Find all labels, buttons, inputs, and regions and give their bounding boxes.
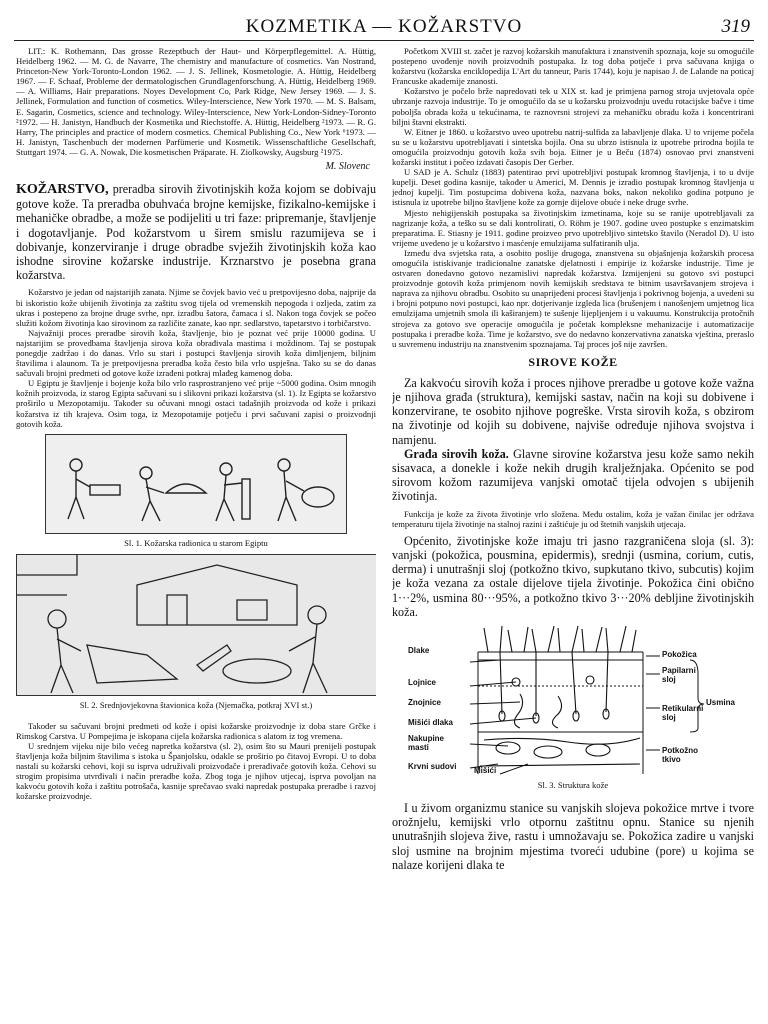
entry-headword: KOŽARSTVO, [16, 182, 109, 198]
label-lojnice: Lojnice [408, 678, 437, 688]
history-paragraph-11: Između dva svjetska rata, a osobito poslije drugoga, znanstvena su objašnjenja kožarskih procesa omogućila istiskivanje tradicionalne zanatske djelatnosti i empirije iz kožarske industrije. Time je ostvaren donedavno gotovo nezamislivi napredak kožarstva. Izmijenjeni su gotovo svi postupci proizvodnje gotovih koža primjenom novih kemijskih sredstava te bitnim usavršavanjem strojeva i naprava za njihovu obradbu. Osobito su unaprijeđeni procesi štavljenja i pokrivnog bojenja, a uvedeni su i brojni potpuno novi postupci, kao npr. dotjerivanje izgleda lica (brušenjem i nanošenjem umjetnog lica emulzijama umjetnih smola ili kaširanjem) te sušenje lijepljenjem i u vakuumu. Konstrukcija protočnih strojeva za gotovo sve operacije omogućila je početak kompleksne mehanizacije i automatizacije postupaka i preradbe koža. Time je kožarstvo, sve do nedavno konzervativna zanatska vještina, preraslo u suvremenu industriju na znanstvenim spoznajama. Taj proces još nije završen. [392, 247, 754, 349]
history-paragraph-4: Također su sačuvani brojni predmeti od kože i opisi kožarske proizvodnje iz doba stare Grčke i Rimskog Carstva. U Pompejima je iskopana cijela kožarska radionica s alatom iz tog vremena. [16, 720, 376, 741]
page-header [14, 14, 754, 41]
history-paragraph-6: Početkom XVIII st. začet je razvoj kožarskih manufaktura i znanstvenih spoznaja, koje su omogućile postepeno uvođenje novih proizvodnih postupaka. Iz tog doba potječe i prva sačuvana knjiga o kožarstvu (kožarska enciklopedija L'Art du tanneur, Paris 1744), koju je napisao J. de Lalande na poticaj Francuske akademije znanosti. [392, 46, 754, 87]
label-retikularni-sloj: Retikularni sloj [662, 704, 704, 723]
figure-1-caption: Sl. 1. Kožarska radionica u starom Egiptu [124, 537, 268, 548]
page-number: 319 [721, 16, 750, 37]
label-papilarni-sloj: Papilarni sloj [662, 666, 696, 685]
raw-hides-paragraph-4: I u živom organizmu stanice su vanjskih slojeva pokožice mrtve i tvore orožnjelu, kemijski vrlo otpornu zaštitnu opnu. Stanice su njenih unutrašnjih slojeva žive, rastu i umnožavaju se. Pokožica zadire u vanjski sloj usmine na brojnim mjestima tvoreći udubine (pore) u kojima se nalaze korijeni dlaka te [392, 801, 754, 872]
label-dlake: Dlake [408, 646, 430, 656]
right-column [392, 46, 754, 1018]
literature-list: LIT.: K. Rothemann, Das grosse Rezeptbuch der Haut- und Körperpflegemittel. A. Hüttig, Heidelberg 1962. — M. G. de Navarre, The chemistry and manufacture of cosmetics. Van Nostrand, Princeton-New York-Toronto-London 1962. — J. S. Jellinek, Kosmetologie. A. Hüttig, Heidelberg 1967. — F. Schaaf, Probleme der dermatologischen Grundlagenforschung. A. Hüttig, Heidelberg 1969. — A. Williams, Hair preparations. Noyes Development Co, Park Ridge, New Jersey 1969. — J. S. Jellinek, Formulation and function of cosmetics. Wiley-Interscience, New York 1970. — M. S. Balsam, E. Sagarin, Cosmetics, science and technology. Wiley-Interscience, New York-London-Sidney-Toronto ²1972. — H. Janistyn, Handbuch der Kosmetika und Riechstoffe. A. Hüttig, Heidelberg ²1973. — R. G. Harry, The principles and practice of modern cosmetics. Chemical Publishing Co., New York ⁶1973. — H. Janistyn, Taschenbuch der modernen Parfümerie und Kosmetik. Wissenschaftliche Gesellschaft, Stuttgart 1974. — G. A. Nowak, Die kosmetischen Präparate. H. Ziolkowsky, Augsburg ²1975. [16, 46, 376, 157]
left-column [16, 46, 376, 1018]
label-pokozica: Pokožica [662, 650, 697, 660]
history-paragraph-5: U srednjem vijeku nije bilo većeg napretka kožarstva (sl. 2), osim što su Mauri prenijeli postupak štavljenja koža biljnim štavilima s istoka u Španjolsku, odakle se proširio po čitavoj Evropi. U to doba nastali su kožarski cehovi, koji su isprva udruživali proizvođače i prerađivače gotovih koža. Cehovi su strogim propisima utvrđivali i način preradbe koža. Zbog toga je njihov utjecaj, isprva povoljan na kakvoću gotovih koža i zaštitu potrošača, kasnije sprečavao svaki napredak postupaka preradbe i razvoj kožarske proizvodnje. [16, 740, 376, 802]
figure-2-medieval-tannery [16, 554, 376, 696]
subheading-structure: Građa sirovih koža. [404, 446, 509, 461]
section-heading: SIROVE KOŽE [528, 354, 618, 369]
raw-hides-note: Funkcija je kože za života životinje vrlo složena. Među ostalim, koža je važan činilac jer održava temperaturu tijela životinje na stalnoj razini i zaštićuje ju od štetnih vanjskih utjecaja. [392, 508, 754, 529]
figure-2-illustration [17, 555, 376, 695]
entry-intro-paragraph [16, 182, 376, 282]
history-paragraph-9: U SAD je A. Schulz (1883) patentirao prvi upotrebljivi postupak kromnog štavljenja, i to u dvije kupelji. Deset godina kasnije, također u Americi, M. Dennis je izradio postupak kromnog štavljenja u jednoj kupelji. Tim postupcima dobivena koža, nazvana boks, nakon nekoliko godina potpuno je istisnula iz upotrebe biljno štavljene kože za gornje dijelove obuće i neke druge svrhe. [392, 167, 754, 208]
label-misici: Mišići [474, 766, 497, 776]
author-signature: M. Slovenc [325, 161, 370, 173]
label-znojnice: Znojnice [408, 698, 441, 708]
label-krvni-sudovi: Krvni sudovi [408, 762, 457, 772]
figure-1-illustration [46, 435, 346, 533]
history-paragraph-7: Kožarstvo je počelo brže napredovati tek u XIX st. kad je primjena parnog stroja uvjetovala opće ubrzanje razvoja industrije. To je omogućilo da se u kožarsku proizvodnju uvedu rotacijske bačve i time poboljša obrada koža u tekućinama, te raznovrsni strojevi za mehaničku obradu koža i koncentrirani biljni štavni ekstrakti. [392, 86, 754, 127]
label-potkozno-tkivo: Potkožno tkivo [662, 746, 698, 765]
history-paragraph-2: Najvažniji proces preradbe sirovih koža, štavljenje, bio je poznat već prije 10000 godina. U najstarijim se provedbama štavljenja sirova koža obrađivala mastima i moždinom. Taj se postupak ponegdje zadržao i do danas. Vrlo su stari i postupci štavljenja sirovih koža dimljenjem, biljnim štavilima i alaunom. Ta je pretpovijesna preradba koža često bila vrlo uspješna. Tako su se do danas sačuvali brojni predmeti od gotove kože izrađeni potkraj mlađeg kamenog doba. [16, 327, 376, 379]
history-paragraph-8: W. Eitner je 1860. u kožarstvo uveo upotrebu natrij-sulfida za labavljenje dlaka. U to vrijeme počela su se u kožarstvu upotrebljavati i sintetska bojila. Ona su ubrzo istisnula iz upotrebe prirodna bojila te omogućila proizvodnju gotovih koža svih boja. Eitner je u Beču (1874) osnovao prvi znanstveni kožarski institut i počeo izdavati časopis Der Gerber. [392, 126, 754, 168]
label-usmina: Usmina [706, 698, 735, 708]
history-paragraph-3: U Egiptu je štavljenje i bojenje koža bilo vrlo rasprostranjeno već prije ~5000 godina. Osim mnogih kožnih proizvoda, iz starog Egipta sačuvani su i slikovni prikazi kožarstva (sl. 1). Iz Egipta se kožarstvo proširilo u Mezopotamiju. Također su očuvani mnogi ostaci tadašnjih proizvoda od kože i prikazi kožarstva iz tih krajeva. Osim toga, iz Mezopotamije potječu i prvi sačuvani zapisi o proizvodnji gotovih koža. [16, 378, 376, 429]
figure-2-caption: Sl. 2. Srednjovjekovna štavionica koža (Njemačka, potkraj XVI st.) [79, 699, 313, 710]
entry-intro-text: preradba sirovih životinjskih koža kojom se dobivaju gotove kože. Ta preradba obuhvaća brojne kemijske, fizikalno-kemijske i mehaničke obradbe, a može se podijeliti u tri faze: pripremanje, štavljenje i dogotavljanje. Pod kožarstvom u širem smislu razumijeva se i dobivanje, konzerviranje i druge obradbe svježih životinjskih koža kao ishodne sirovine kožarske industrije. Krznarstvo je posebna grana kožarstva. [16, 182, 376, 283]
label-misici-dlaka: Mišići dlaka [408, 718, 453, 728]
raw-hides-paragraph-1: Za kakvoću sirovih koža i proces njihove preradbe u gotove kože važna je njihova građa (struktura), kemijski sastav, način na koji su dobivene i konzervirane, te osobito njihove pogreške. Vrsta sirovih koža, s obzirom na životinje od kojih su dobivene, najviše određuje njihova svojstva i namjenu. [392, 375, 754, 447]
figure-3-skin-structure [408, 624, 738, 776]
figure-3-caption: Sl. 3. Struktura kože [537, 780, 609, 791]
raw-hides-paragraph-2: Građa sirovih koža. Glavne sirovine kožarstva jesu kože samo nekih sisavaca, a donekle i kože nekih drugih kralježnjaka. Općenito se pod sirovom kožom razumijeva vanjski omotač tijela odvojen s ubijenih životinja. [392, 446, 754, 504]
raw-hides-paragraph-3: Općenito, životinjske kože imaju tri jasno razgraničena sloja (sl. 3): vanjski (pokožica, pousmina, epidermis), srednji (usmina, corium, cutis, derma) i unutrašnji sloj (potkožno tkivo, supkutano tkivo, subcutis) kojim je koža vezana za ostale dijelove tijela životinje. Pokožica čini obično 1···2%, usmina 80···95%, a potkožno tkivo 3···20% debljine životinjskih koža. [392, 533, 754, 619]
history-paragraph-1: Kožarstvo je jedan od najstarijih zanata. Njime se čovjek bavio već u pretpovijesno doba, najprije da bi iskoristio kože ubijenih životinja za zaštitu svog tijela od vremenskih nepogoda i ozljeda, zatim za ukras i postepeno za brojne druge svrhe, npr. izradbu šatora, čamaca i sl. Nakon toga čovjek se počeo služiti kožom životinja kao sirovinom za različite zanate, kao npr. sedlarstvo, tapetarstvo i torbičarstvo. [16, 287, 376, 328]
label-nakupine-masti: Nakupine masti [408, 734, 445, 753]
running-title: KOZMETIKA — KOŽARSTVO [245, 16, 523, 37]
history-paragraph-10: Mjesto nehigijenskih postupaka sa životinjskim izmetinama, koje su se ranije upotrebljavali za nagrizanje koža, a teško su se dali kontrolirati, O. Röhm je 1907. godine uveo postupke s enzimatskim preparatima. E. Stiasny je 1911. godine proizveo prvo upotrebljivo sintetsko štavilo (Neradol D). U isto vrijeme uvedeno je u kožarstvo i masćenje emulzijama sulfatiranih ulja. [392, 207, 754, 248]
figure-1-egyptian-workshop [45, 434, 347, 534]
